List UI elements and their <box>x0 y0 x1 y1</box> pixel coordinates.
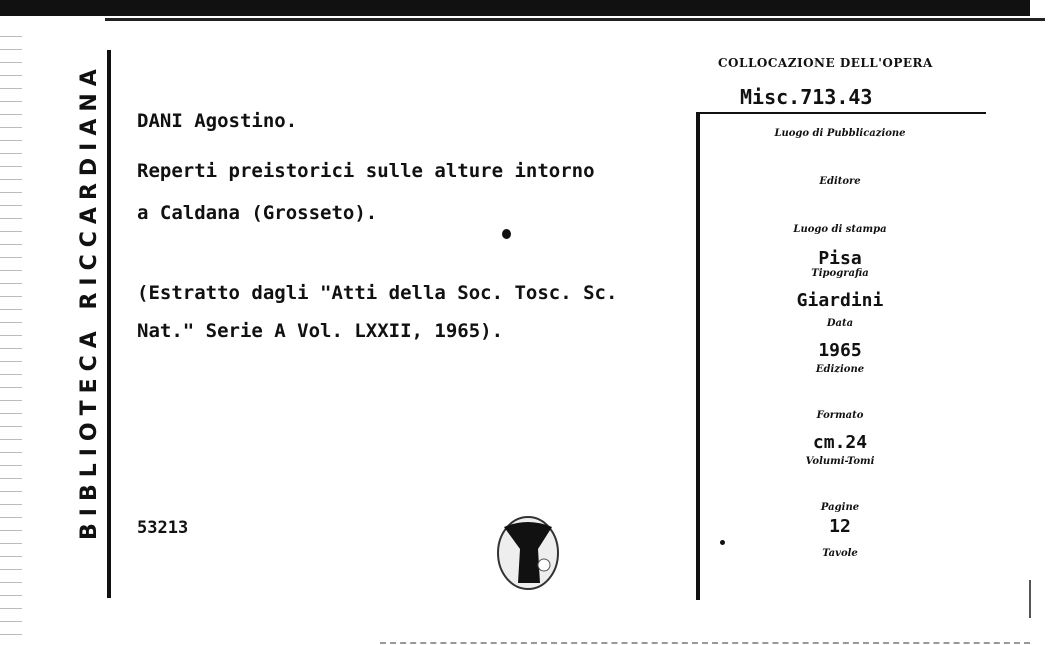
note-line-2: Nat." Serie A Vol. LXXII, 1965). <box>137 320 504 342</box>
publisher-label: Editore <box>819 176 861 187</box>
card-left-rule <box>107 50 111 598</box>
scan-top-border <box>0 0 1030 16</box>
collocation-title: COLLOCAZIONE DELL'OPERA <box>718 56 933 70</box>
scan-left-edge <box>0 30 22 645</box>
date-label: Data <box>826 318 854 329</box>
title-line-1: Reperti preistorici sulle alture intorno <box>137 160 595 182</box>
edition-label: Edizione <box>815 364 865 375</box>
library-stamp <box>494 513 564 593</box>
note-line-1: (Estratto dagli "Atti della Soc. Tosc. Sc. <box>137 282 618 304</box>
printer-label: Tipografia <box>811 268 869 279</box>
plates-label: Tavole <box>822 548 858 559</box>
library-name-vertical: BIBLIOTECA RICCARDIANA <box>77 62 102 540</box>
format: cm.24 <box>812 432 868 453</box>
inventory-number: 53213 <box>137 518 189 538</box>
card-right-edge <box>1029 580 1031 618</box>
printer: Giardini <box>796 290 884 311</box>
pages-label: Pagine <box>820 502 860 513</box>
place-of-printing: Pisa <box>818 248 862 269</box>
pages: 12 <box>829 516 851 537</box>
date: 1965 <box>818 340 862 361</box>
title-line-2: a Caldana (Grosseto). <box>137 202 378 224</box>
format-label: Formato <box>816 410 864 421</box>
ink-dot <box>502 229 511 239</box>
place-of-publication-label: Luogo di Pubblicazione <box>774 128 906 139</box>
place-of-printing-label: Luogo di stampa <box>793 224 887 235</box>
shelfmark: Misc.713.43 <box>740 85 873 109</box>
author: DANI Agostino. <box>137 110 298 132</box>
scan-top-rule <box>105 18 1045 21</box>
volumes-label: Volumi-Tomi <box>805 456 875 467</box>
